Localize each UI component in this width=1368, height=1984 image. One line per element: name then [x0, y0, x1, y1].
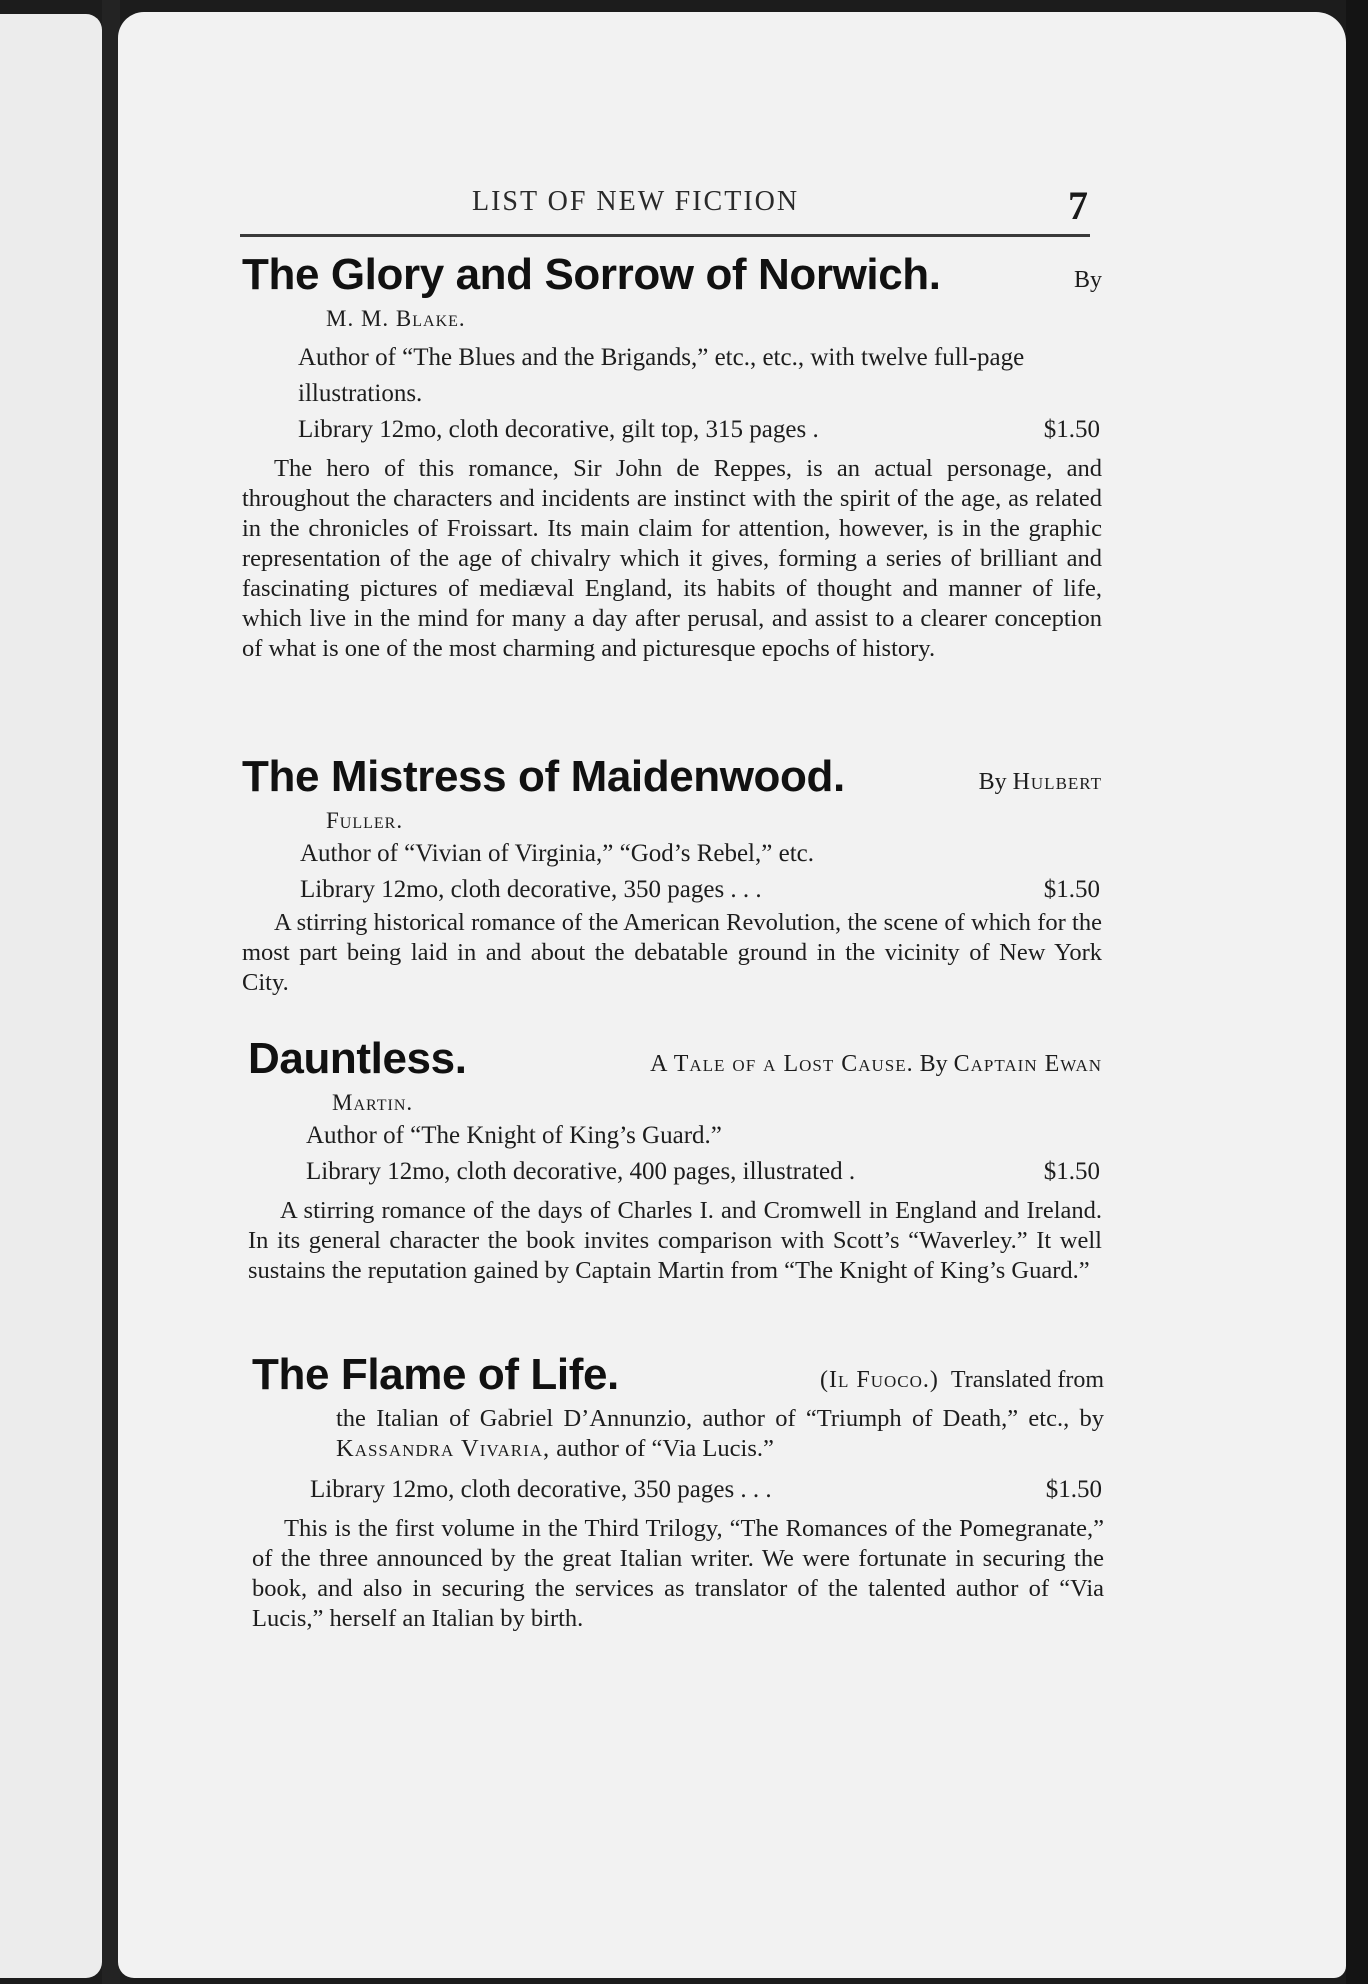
publication-line — [310, 1472, 1104, 1508]
publication-details: Library 12mo, cloth decorative, 350 pages . . . — [310, 1476, 772, 1503]
book-entry — [242, 752, 1102, 998]
book-entry — [248, 1034, 1102, 1286]
entry-title-line — [242, 752, 1102, 806]
author-name-continued: Martin. — [332, 1090, 414, 1115]
publication-line — [300, 872, 1102, 908]
author-name: Captain Ewan — [953, 1051, 1102, 1077]
running-header — [240, 182, 1088, 232]
entry-title-line — [242, 250, 1102, 304]
byline — [979, 769, 1102, 796]
entry-title-line — [252, 1350, 1104, 1404]
book-subtitle: (Il Fuoco.) — [820, 1367, 939, 1393]
right-border — [1346, 0, 1368, 1984]
translation-end: author of “Via Lucis.” — [556, 1435, 774, 1462]
translation-intro: Translated from — [950, 1367, 1104, 1393]
author-name-continued: Fuller. — [326, 808, 404, 833]
book-description: The hero of this romance, Sir John de Reppes, is an actual personage, and throughout the characters and incidents are instinct with the spirit of the age, as related in the chronicles of Froissart. Its main claim for attention, however, is in the graphic representation of the age of chivalry which it gives, forming a series of brilliant and fascinating pictures of mediæval England, its habits of thought and manner of life, which live in the mind for many a day after perusal, and assist to a clearer conception of what is one of the most charming and picturesque epochs of history. — [242, 455, 1102, 662]
translator-name: Kassandra Vivaria, — [336, 1435, 551, 1462]
running-title: LIST OF NEW FICTION — [472, 186, 800, 217]
author-name: M. M. Blake. — [326, 306, 466, 331]
book-description: This is the first volume in the Third Trilogy, “The Romances of the Pomegranate,” of the three announced by the great Italian writer. We were fortunate in securing the book, and also in securing the services as translator of the talented author of “Via Lucis,” herself an Italian by birth. — [252, 1515, 1104, 1632]
book-subtitle: A Tale of a Lost Cause. — [650, 1051, 914, 1077]
author-note: Author of “The Blues and the Brigands,” etc., etc., with twelve full-page illustrations. — [298, 344, 1025, 407]
author-note: Author of “The Knight of King’s Guard.” — [306, 1122, 722, 1149]
publication-details: Library 12mo, cloth decorative, 400 pages, illustrated . — [306, 1158, 856, 1185]
byline-by: By — [919, 1051, 948, 1077]
book-title: The Flame of Life. — [252, 1350, 619, 1399]
translation-text: the Italian of Gabriel D’Annunzio, author of “Triumph of Death,” etc., by — [336, 1405, 1104, 1432]
translation-note — [336, 1404, 1104, 1464]
publication-details: Library 12mo, cloth decorative, 350 pages . . . — [300, 876, 762, 903]
book-description: A stirring romance of the days of Charles I. and Cromwell in England and Ireland. In its general character the book invites comparison with Scott’s “Waverley.” It well sustains the reputation gained by Captain Martin from “The Knight of King’s Guard.” — [248, 1197, 1102, 1284]
author-note: Author of “Vivian of Virginia,” “God’s Rebel,” etc. — [300, 840, 814, 867]
price: $1.50 — [1043, 1158, 1100, 1185]
publication-details: Library 12mo, cloth decorative, gilt top, 315 pages . — [298, 416, 819, 443]
price: $1.50 — [1045, 1476, 1102, 1503]
left-page-edge — [0, 14, 102, 1978]
header-rule — [240, 234, 1090, 237]
author-name: Hulbert — [1012, 769, 1102, 795]
price: $1.50 — [1043, 416, 1100, 443]
price: $1.50 — [1043, 876, 1100, 903]
book-entry — [242, 250, 1102, 664]
publication-line — [298, 412, 1102, 448]
book-entry — [252, 1350, 1104, 1634]
book-title: The Mistress of Maidenwood. — [242, 752, 845, 801]
book-title: Dauntless. — [248, 1034, 467, 1083]
publication-line — [306, 1154, 1102, 1190]
page-number: 7 — [1068, 183, 1088, 228]
book-title: The Glory and Sorrow of Norwich. — [242, 250, 941, 299]
byline — [820, 1367, 1104, 1394]
book-description: A stirring historical romance of the American Revolution, the scene of which for the most part being laid in and about the debatable ground in the vicinity of New York City. — [242, 909, 1102, 996]
byline — [650, 1051, 1102, 1078]
byline-by: By — [1073, 267, 1102, 293]
byline-by: By — [978, 769, 1007, 795]
entry-title-line — [248, 1034, 1102, 1088]
